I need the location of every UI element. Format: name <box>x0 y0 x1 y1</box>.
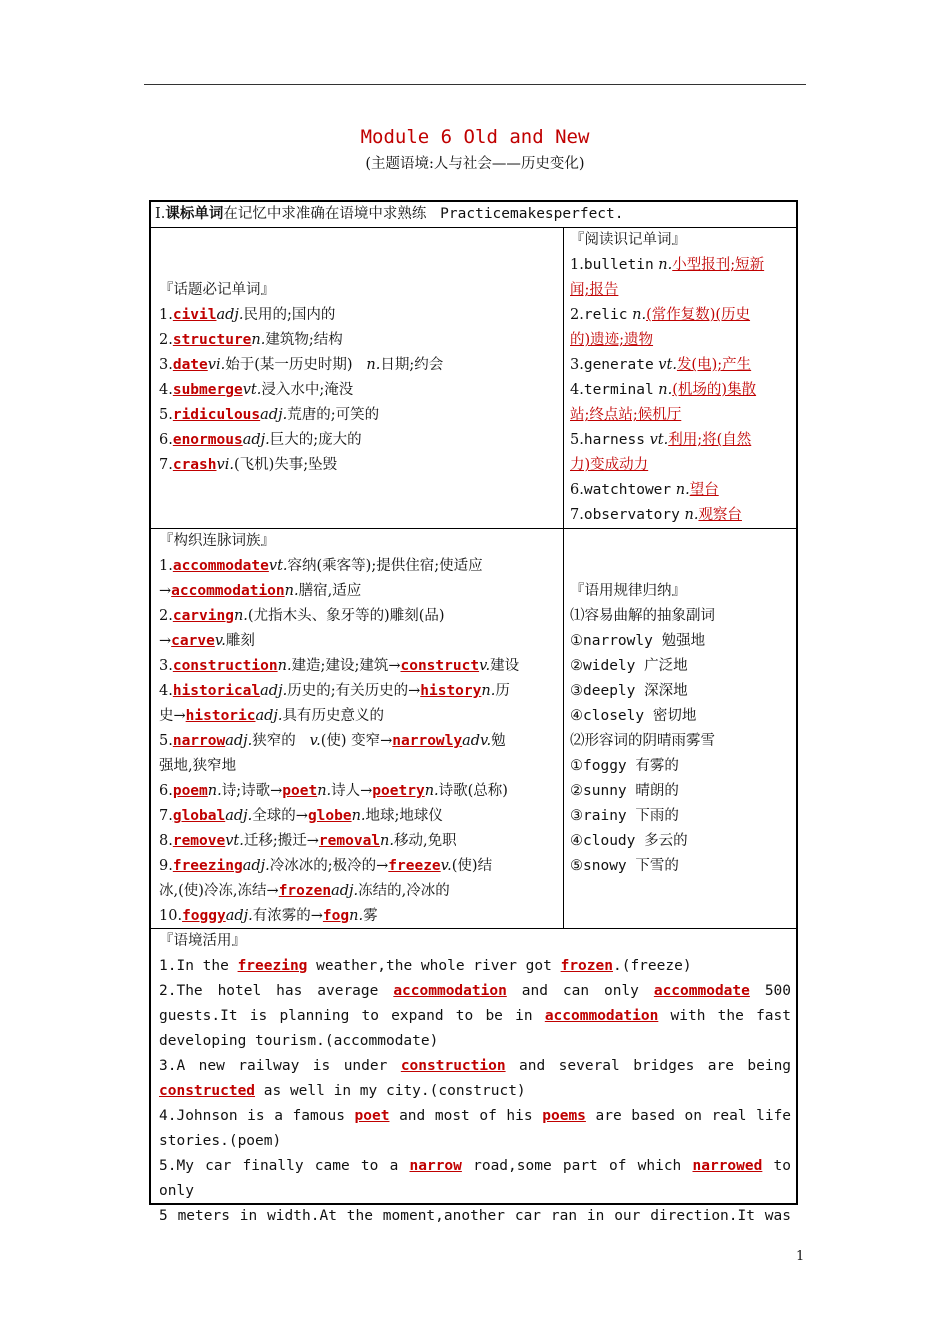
text-segment: (使) 变窄→ <box>320 733 393 749</box>
text-segment: n. <box>284 583 299 599</box>
text-segment: 3.A new railway is under <box>159 1058 388 1074</box>
text-segment: n. <box>349 908 364 924</box>
text-segment: terminal <box>583 382 654 398</box>
text-segment: 4. <box>159 382 173 398</box>
section-desc: 在记忆中求准确在语境中求熟练 <box>223 206 427 222</box>
sentence <box>159 1154 791 1204</box>
word-family-heading: 『构织连脉词族』 <box>159 533 275 549</box>
text-segment: (飞机)失事;坠毁 <box>233 457 338 473</box>
list-item <box>159 453 559 478</box>
text-segment: → <box>159 583 172 599</box>
text-segment: relic <box>583 307 628 323</box>
list-item <box>159 804 555 829</box>
text-segment: n. <box>351 808 366 824</box>
text-segment: frozen <box>278 883 332 899</box>
text-segment: globe <box>307 808 352 824</box>
text-segment: adj. <box>331 883 359 899</box>
text-segment: 3. <box>570 357 584 373</box>
reading-words-heading: 『阅读识记单词』 <box>570 232 686 248</box>
list-item <box>570 428 792 453</box>
text-segment: 发(电);产生 <box>676 357 752 373</box>
text-segment: foggy <box>182 908 226 924</box>
text-segment: 始于(某一历史时期) <box>225 357 353 373</box>
text-segment: poem <box>172 783 208 799</box>
text-segment: crash <box>172 457 217 473</box>
section-heading: 课标单词 <box>165 205 224 222</box>
text-segment: 2.The hotel has average <box>159 983 379 999</box>
text-segment: constructed <box>159 1083 256 1099</box>
section-header <box>155 201 624 227</box>
text-segment: 500 <box>764 983 792 999</box>
reading-words <box>570 228 792 528</box>
text-segment: vt. <box>658 357 677 373</box>
list-item: ③deeply 深深地 <box>570 683 688 699</box>
text-segment: road,some part of which <box>473 1158 682 1174</box>
text-segment: 民用的;国内的 <box>243 307 336 323</box>
text-segment: 4. <box>570 382 584 398</box>
text-segment: poet <box>282 783 318 799</box>
text-segment: n. <box>632 307 647 323</box>
text-segment: n. <box>207 783 222 799</box>
list-item <box>159 378 559 403</box>
section-motto: Practicemakesperfect. <box>440 206 624 222</box>
text-segment: 全球的→ <box>252 808 308 824</box>
text-segment: 容纳(乘客等);提供住宿;使适应 <box>287 558 483 574</box>
text-segment: 雾 <box>363 908 378 924</box>
text-segment: and most of his <box>399 1108 533 1124</box>
text-segment: 历 <box>495 683 510 699</box>
text-segment: accommodation <box>393 983 507 999</box>
table-rule <box>563 228 564 928</box>
text-segment: 5. <box>570 432 584 448</box>
text-segment: construction <box>172 658 278 674</box>
text-segment: 迁移;搬迁→ <box>243 833 319 849</box>
text-segment: 建筑物;结构 <box>265 332 343 348</box>
text-segment: n. <box>481 683 496 699</box>
text-segment: 浸入水中;淹没 <box>261 382 354 398</box>
header-rule <box>144 84 806 85</box>
text-segment: 1. <box>570 257 584 273</box>
text-segment: 建造;建设;建筑→ <box>291 658 401 674</box>
text-segment: adv. <box>462 733 492 749</box>
text-segment: n. <box>277 658 292 674</box>
text-segment: n. <box>251 332 266 348</box>
text-segment: .(freeze) <box>612 958 692 974</box>
text-segment: 站;终点站;候机厅 <box>570 407 682 423</box>
text-segment: with the fast <box>670 1008 791 1024</box>
text-segment: 地球;地球仪 <box>365 808 443 824</box>
text-segment: vt. <box>242 382 262 398</box>
list-item <box>570 403 792 428</box>
sentence <box>159 954 791 979</box>
rules-heading: 『语用规律归纳』 <box>570 583 686 599</box>
text-segment: 利用;将(自然 <box>668 432 752 448</box>
text-segment: historic <box>185 708 256 724</box>
text-segment: poet <box>354 1108 390 1124</box>
text-segment: ridiculous <box>172 407 261 423</box>
text-segment: v. <box>309 733 321 749</box>
text-segment: 勉 <box>491 733 506 749</box>
text-segment: vt. <box>225 833 244 849</box>
list-item <box>159 428 559 453</box>
text-segment: 4.Johnson is a famous <box>159 1108 345 1124</box>
sentence <box>159 1104 791 1129</box>
text-segment: narrowly <box>392 733 463 749</box>
text-segment: history <box>420 683 482 699</box>
text-segment: narrowed <box>692 1158 763 1174</box>
list-item <box>159 604 555 629</box>
text-segment: 冰,(使)冷冻,冻结→ <box>159 883 279 899</box>
text-segment: freezing <box>237 958 308 974</box>
text-segment: frozen <box>560 958 613 974</box>
list-item <box>159 854 555 879</box>
text-segment: vi. <box>207 357 226 373</box>
text-segment: generate <box>583 357 654 373</box>
text-segment: remove <box>172 833 226 849</box>
text-segment: 5. <box>159 733 173 749</box>
usage-rules <box>570 579 792 879</box>
text-segment: 6. <box>159 432 173 448</box>
page-subtitle: (主题语境:人与社会——历史变化) <box>365 156 585 172</box>
rule-group-title: ⑴容易曲解的抽象副词 <box>570 608 715 624</box>
text-segment: n. <box>380 833 394 849</box>
text-segment: adj. <box>242 858 270 874</box>
text-segment: adj. <box>260 407 288 423</box>
text-segment: 1. <box>159 307 173 323</box>
text-segment: 5. <box>159 407 173 423</box>
sentence <box>159 979 791 1004</box>
text-segment: watchtower <box>583 482 672 498</box>
text-segment: (常作复数)(历史 <box>646 307 751 323</box>
list-item: ④closely 密切地 <box>570 708 697 724</box>
page-title: Module 6 Old and New <box>360 126 590 148</box>
text-segment: 闻;报告 <box>570 282 619 298</box>
word-family <box>159 529 555 929</box>
list-item <box>159 554 555 579</box>
text-segment: narrow <box>409 1158 462 1174</box>
text-segment: weather,the whole river got <box>316 958 552 974</box>
list-item <box>159 629 555 654</box>
text-segment: bulletin <box>583 257 654 273</box>
list-item <box>570 378 792 403</box>
text-segment: v. <box>214 633 226 649</box>
list-item <box>159 754 555 779</box>
text-segment: 观察台 <box>698 507 742 523</box>
text-segment: carving <box>172 608 234 624</box>
text-segment: 诗;诗歌→ <box>221 783 283 799</box>
list-item <box>570 478 792 503</box>
text-segment: poetry <box>372 783 425 799</box>
text-segment: vt. <box>649 432 669 448</box>
text-segment: 7. <box>159 457 173 473</box>
text-segment: date <box>172 357 208 373</box>
list-item: ⑤snowy 下雪的 <box>570 858 679 874</box>
text-segment: 2. <box>159 608 173 624</box>
page-number: 1 <box>796 1249 805 1264</box>
text-segment: 9. <box>159 858 173 874</box>
list-item <box>159 328 559 353</box>
text-segment: vt. <box>268 558 288 574</box>
list-item <box>159 353 559 378</box>
text-segment: and can only <box>521 983 639 999</box>
text-segment: adj. <box>225 733 253 749</box>
list-item <box>159 403 559 428</box>
text-segment: 诗人→ <box>331 783 373 799</box>
text-segment: construct <box>400 658 480 674</box>
list-item <box>570 328 792 353</box>
text-segment: 6. <box>159 783 173 799</box>
text-segment: 膳宿,适应 <box>298 583 362 599</box>
list-item <box>159 704 555 729</box>
text-segment: 冻结的,冷冰的 <box>358 883 450 899</box>
text-segment: n. <box>233 608 248 624</box>
text-segment: to only <box>159 1158 792 1199</box>
text-segment: n. <box>684 507 699 523</box>
text-segment: n. <box>658 382 673 398</box>
list-item: ②widely 广泛地 <box>570 658 688 674</box>
list-item: ②sunny 晴朗的 <box>570 783 679 799</box>
text-segment: global <box>172 808 226 824</box>
text-segment: fog <box>322 908 350 924</box>
text-segment: 雕刻 <box>225 633 255 649</box>
list-item <box>159 879 555 904</box>
sentence: developing tourism.(accommodate) <box>159 1033 439 1049</box>
text-segment: 的)遗迹;遗物 <box>570 332 654 348</box>
text-segment: observatory <box>583 507 680 523</box>
text-segment: v. <box>479 658 491 674</box>
list-item <box>570 253 792 278</box>
sentence <box>159 1004 791 1029</box>
text-segment: 历史的;有关历史的→ <box>287 683 421 699</box>
text-segment: harness <box>583 432 645 448</box>
text-segment: 3. <box>159 658 173 674</box>
text-segment: 2. <box>570 307 584 323</box>
sentence: 5 meters in width.At the moment,another car ran in our direction.It was <box>159 1208 791 1224</box>
text-segment: submerge <box>172 382 243 398</box>
text-segment: removal <box>318 833 381 849</box>
text-segment: 建设 <box>490 658 520 674</box>
text-segment: 1.In the <box>159 958 229 974</box>
text-segment: → <box>159 633 172 649</box>
text-segment: 6. <box>570 482 584 498</box>
topic-words-heading: 『话题必记单词』 <box>159 282 275 298</box>
text-segment: construction <box>400 1058 506 1074</box>
list-item <box>570 353 792 378</box>
list-item: ①narrowly 勉强地 <box>570 633 706 649</box>
text-segment: are based on real life <box>595 1108 792 1124</box>
text-segment: 冷冰冰的;极冷的→ <box>269 858 389 874</box>
text-segment: vi. <box>216 457 234 473</box>
text-segment: 小型报刊;短新 <box>672 257 765 273</box>
text-segment: n. <box>366 357 381 373</box>
sentence <box>159 1079 791 1104</box>
text-segment: n. <box>658 257 673 273</box>
text-segment: structure <box>172 332 252 348</box>
list-item <box>159 829 555 854</box>
text-segment: historical <box>172 683 261 699</box>
text-segment: freezing <box>172 858 243 874</box>
text-segment: carve <box>171 633 215 649</box>
usage-exercise <box>159 929 791 1229</box>
text-segment: 1. <box>159 558 173 574</box>
text-segment: n. <box>424 783 439 799</box>
sentence <box>159 1054 791 1079</box>
list-item <box>159 729 555 754</box>
text-segment: 强地,狭窄地 <box>159 758 237 774</box>
list-item <box>159 904 555 929</box>
text-segment: 5.My car finally came to a <box>159 1158 399 1174</box>
text-segment: as well in my city.(construct) <box>263 1083 526 1099</box>
text-segment: 巨大的;庞大的 <box>269 432 362 448</box>
list-item <box>570 453 792 478</box>
text-segment: n. <box>675 482 690 498</box>
text-segment: 2. <box>159 332 173 348</box>
text-segment: 狭窄的 <box>252 733 296 749</box>
text-segment: adj. <box>216 307 244 323</box>
text-segment: freeze <box>388 858 441 874</box>
text-segment: adj. <box>225 908 253 924</box>
text-segment: 力)变成动力 <box>570 457 649 473</box>
rule-group-title: ⑵形容词的阴晴雨雾雪 <box>570 733 715 749</box>
text-segment: accommodation <box>544 1008 659 1024</box>
text-segment: adj. <box>242 432 270 448</box>
text-segment: 具有历史意义的 <box>282 708 385 724</box>
list-item <box>159 654 555 679</box>
text-segment: 4. <box>159 683 173 699</box>
text-segment: accommodate <box>653 983 750 999</box>
text-segment: enormous <box>172 432 243 448</box>
text-segment: 史→ <box>159 708 186 724</box>
text-segment: n. <box>317 783 332 799</box>
text-segment: 诗歌(总称) <box>438 783 508 799</box>
text-segment: (使)结 <box>451 858 493 874</box>
text-segment: 日期;约会 <box>380 357 444 373</box>
text-segment: 移动,免职 <box>393 833 457 849</box>
text-segment: v. <box>440 858 452 874</box>
text-segment: and several bridges are being <box>519 1058 792 1074</box>
text-segment: civil <box>172 307 217 323</box>
text-segment: adj. <box>225 808 253 824</box>
text-segment: adj. <box>255 708 283 724</box>
text-segment: 有浓雾的→ <box>252 908 323 924</box>
text-segment: 荒唐的;可笑的 <box>287 407 380 423</box>
text-segment: 10. <box>159 908 183 924</box>
list-item <box>159 579 555 604</box>
list-item: ①foggy 有雾的 <box>570 758 679 774</box>
text-segment: 望台 <box>689 482 719 498</box>
topic-words <box>159 278 559 478</box>
text-segment: guests.It is planning to expand to be in <box>159 1008 533 1024</box>
text-segment: 3. <box>159 357 173 373</box>
sentence: stories.(poem) <box>159 1133 282 1149</box>
usage-heading: 『语境活用』 <box>159 933 246 949</box>
list-item <box>570 303 792 328</box>
text-segment: (尤指木头、象牙等的)雕刻(品) <box>247 608 445 624</box>
text-segment: accommodation <box>171 583 285 599</box>
list-item: ③rainy 下雨的 <box>570 808 679 824</box>
list-item <box>570 503 792 528</box>
list-item <box>159 779 555 804</box>
list-item: ④cloudy 多云的 <box>570 833 688 849</box>
list-item <box>159 303 559 328</box>
list-item <box>570 278 792 303</box>
text-segment: (机场的)集散 <box>672 382 757 398</box>
text-segment: 7. <box>159 808 173 824</box>
section-label: Ⅰ. <box>155 206 166 222</box>
text-segment: accommodate <box>172 558 269 574</box>
text-segment: narrow <box>172 733 226 749</box>
text-segment: poems <box>542 1108 586 1124</box>
text-segment: 8. <box>159 833 173 849</box>
list-item <box>159 679 555 704</box>
text-segment: 7. <box>570 507 584 523</box>
text-segment: adj. <box>260 683 288 699</box>
